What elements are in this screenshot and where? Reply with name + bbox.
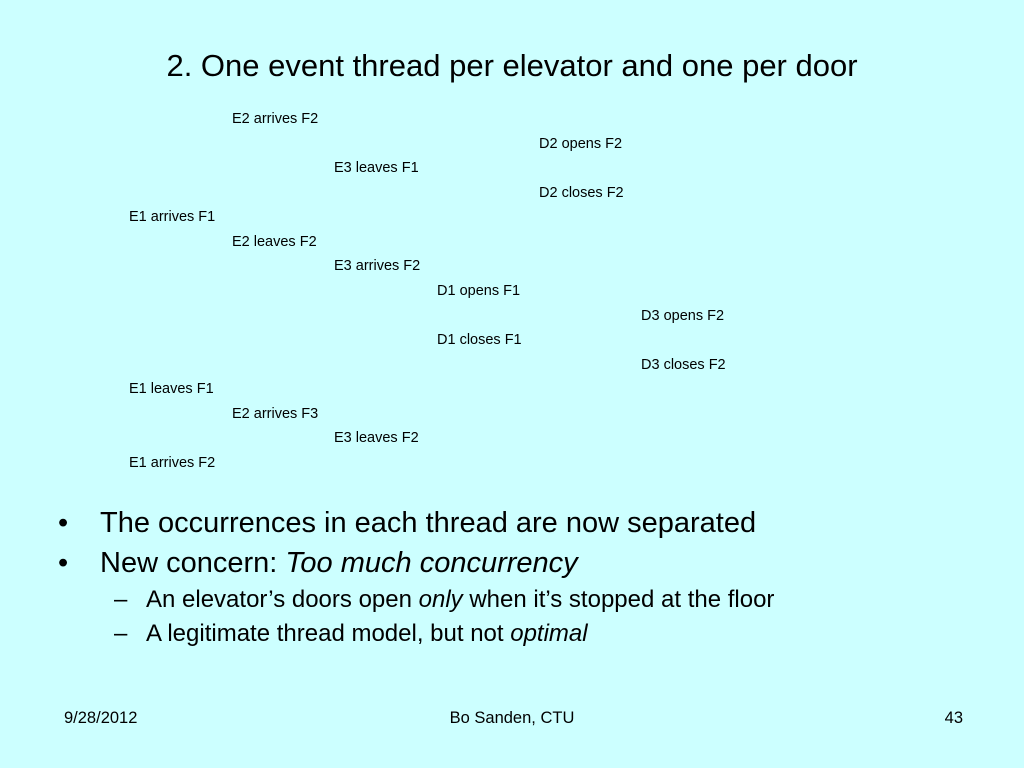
event-item: E1 arrives F2 <box>129 455 216 471</box>
event-item: E3 leaves F2 <box>334 430 419 446</box>
event-item: E1 arrives F1 <box>129 209 216 225</box>
sub-bullet-marker: – <box>114 586 128 613</box>
footer-page-number: 43 <box>944 709 963 727</box>
sub-bullet-emphasis: only <box>418 586 463 613</box>
event-item: D3 opens F2 <box>641 308 725 324</box>
sub-bullet-text: An elevator’s doors open <box>146 586 419 613</box>
bullet-item <box>58 543 774 583</box>
event-item: E2 arrives F2 <box>232 111 319 127</box>
event-item: E2 leaves F2 <box>232 234 317 250</box>
event-item: D1 opens F1 <box>437 283 521 299</box>
sub-bullet-marker: – <box>114 620 128 647</box>
event-item: E3 arrives F2 <box>334 258 421 274</box>
bullet-marker: • <box>58 507 69 539</box>
bullet-text: New concern: <box>100 547 286 579</box>
event-item: D1 closes F1 <box>437 332 522 348</box>
event-item: D3 closes F2 <box>641 357 726 373</box>
sub-bullet-text: A legitimate thread model, but not <box>146 620 511 647</box>
event-item: D2 opens F2 <box>539 136 623 152</box>
event-item: E1 leaves F1 <box>129 381 214 397</box>
bullet-list <box>58 503 774 651</box>
footer-author: Bo Sanden, CTU <box>449 709 575 727</box>
bullet-emphasis: Too much concurrency <box>285 547 578 579</box>
bullet-text: The occurrences in each thread are now separated <box>100 507 757 539</box>
bullet-item <box>58 503 774 543</box>
event-item: E2 arrives F3 <box>232 406 319 422</box>
event-item: E3 leaves F1 <box>334 160 419 176</box>
sub-bullet-item <box>58 583 774 617</box>
sub-bullet-emphasis: optimal <box>510 620 588 647</box>
footer-date: 9/28/2012 <box>64 709 138 727</box>
bullet-marker: • <box>58 547 69 579</box>
event-item: D2 closes F2 <box>539 185 624 201</box>
slide-title: 2. One event thread per elevator and one per door <box>166 48 858 83</box>
sub-bullet-item <box>58 617 774 651</box>
sub-bullet-text: when it’s stopped at the floor <box>462 586 775 613</box>
